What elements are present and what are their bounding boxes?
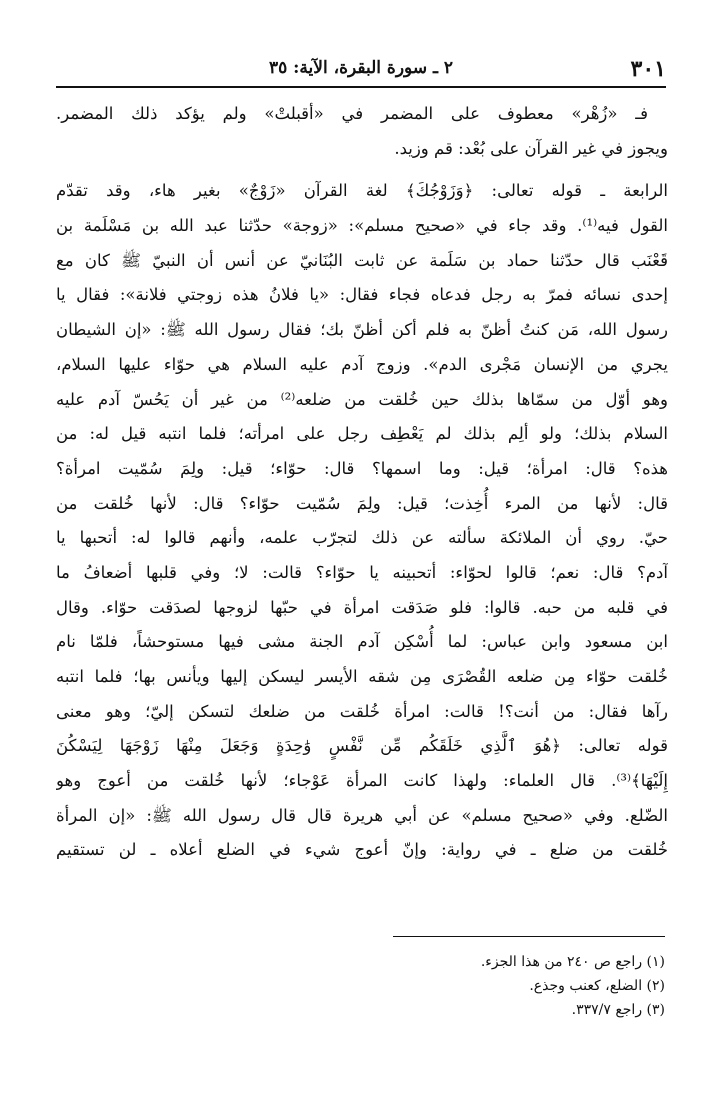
page-number: ٣٠١ (630, 56, 666, 82)
body-line: وهو أوّل من سمّاها بذلك حين خُلقت من ضلعه⁽²⁾ من غير أن يَحُسّ آدم عليه (56, 389, 668, 409)
body-line: القول فيه⁽¹⁾. وقد جاء في «صحيح مسلم»: «زوجة» حدّثنا عبد الله بن مَسْلَمة بن (56, 216, 668, 236)
footnote: (٣) راجع ٣٣٧/٧. (571, 1002, 665, 1018)
body-line: السلام بذلك؛ ولو ألِم بذلك لم يَعْطِف رجل على امرأته؛ فلما انتبه قيل له: من (56, 424, 668, 444)
body-line: رآها فقال: من أنت؟! قالت: امرأة خُلقت من ضلعك لتسكن إليّ؛ وهو معنى (56, 701, 668, 721)
body-line: حيّ. روي أن الملائكة سألته عن ذلك لتجرّب علمه، وأنهم قالوا له: أتحبها يا (56, 528, 668, 548)
body-line: قال: لأنها من المرء أُخِذت؛ قيل: ولِمَ سُمّيت حوّاء؟ قال: لأنها خُلقت من (56, 493, 668, 513)
body-line: خُلقت من ضلع ـ في رواية: وإنّ أعوج شيء في الضلع أعلاه ـ لن تستقيم (56, 840, 668, 860)
body-line: رسول الله، مَن كنتُ أظنّ به فلم أكن أظنّ بك؛ فقال رسول الله ﷺ: «إن الشيطان (56, 320, 668, 340)
body-line: ويجوز في غير القرآن على بُعْد: قم وزيد. (394, 138, 668, 158)
quran-verse-line: قوله تعالى: ﴿هُوَ ٱلَّذِي خَلَقَكُم مِّن نَّفْسٍ وَٰحِدَةٍ وَجَعَلَ مِنْهَا زَوْجَهَا لِيَسْكُنَ (56, 736, 668, 756)
body-line: في قلبه من حبه. قالوا: فلو صَدَقت امرأة في حبّها لزوجها لصدَقت حوّاء. وقال (56, 597, 668, 617)
body-line: فـ «زُهْر» معطوف على المضمر في «أقبلتْ» ولم يؤكد ذلك المضمر. (56, 104, 648, 123)
footnote-rule (393, 936, 665, 937)
body-line: خُلقت حوّاء مِن ضلعه القُصْرَى مِن شقه الأيسر ليسكن إليها ويأنس بها؛ فلما انتبه (56, 667, 668, 686)
header-rule (56, 86, 666, 88)
body-line: الرابعة ـ قوله تعالى: ﴿وَزَوْجُكَ﴾ لغة القرآن «زَوْجٌ» بغير هاء، وقد تقدّم (56, 181, 668, 201)
footnotes (55, 950, 665, 1022)
body-line: ابن مسعود وابن عباس: لما أُسْكِن آدم الجنة مشى فيها مستوحشاً، فلمّا نام (56, 632, 668, 652)
footnote: (٢) الضلع، كعنب وجذع. (529, 978, 665, 994)
body-line: هذه؟ قال: امرأة؛ قيل: وما اسمها؟ قال: حوّاء؛ قيل: ولِمَ سُمّيت امرأة؟ (56, 458, 668, 478)
running-head: ٢ ـ سورة البقرة، الآية: ٣٥ (268, 58, 454, 78)
body-line: إِلَيْهَا﴾⁽³⁾. قال العلماء: ولهذا كانت المرأة عَوْجاء؛ لأنها خُلقت من أعوج وهو (56, 771, 668, 791)
footnote: (١) راجع ص ٢٤٠ من هذا الجزء. (480, 954, 665, 970)
body-line: آدم؟ قال: نعم؛ قالوا لحوّاء: أتحبينه يا حوّاء؟ قالت: لا؛ وفي قلبها أضعافُ ما (56, 562, 668, 582)
body-line: يجري من الإنسان مَجْرى الدم». وزوج آدم عليه السلام هي حوّاء عليها السلام، (56, 354, 668, 374)
body-line: قَعْنَب قال حدّثنا حماد بن سَلَمة عن ثابت البُنَانيّ عن أنس أن النبيّ ﷺ كان مع (56, 250, 668, 270)
body-line: إحدى نسائه فمرّ به رجل فدعاه فجاء فقال: «يا فلانُ هذه زوجتي فلانة»: فقال يا (56, 285, 668, 305)
body-text (56, 97, 668, 868)
body-line: الضّلع. وفي «صحيح مسلم» عن أبي هريرة قال قال رسول الله ﷺ: «إن المرأة (56, 805, 668, 825)
page-header (56, 52, 666, 88)
